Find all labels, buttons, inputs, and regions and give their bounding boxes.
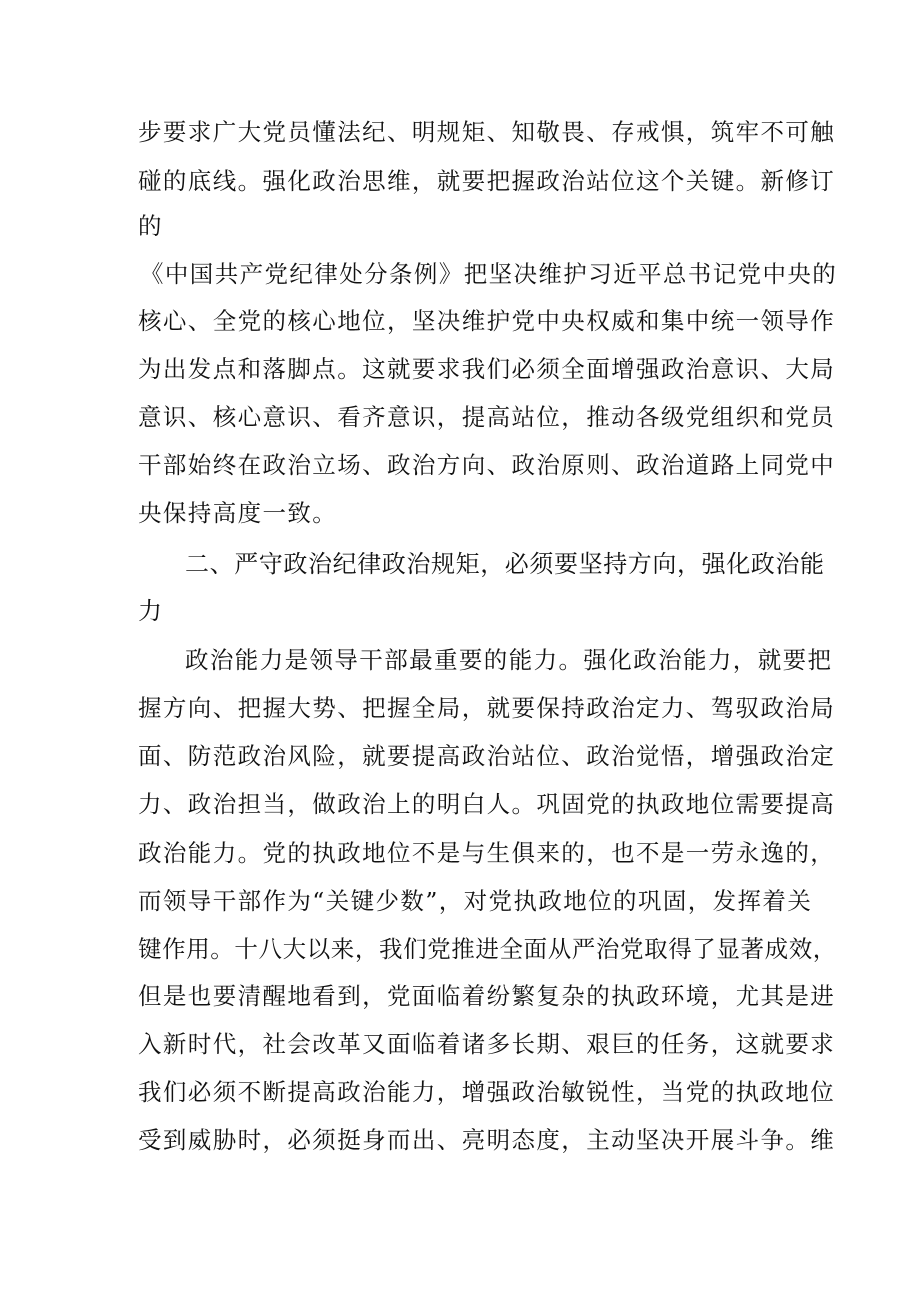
section-heading-line: 二、严守政治纪律政治规矩，必须要坚持方向，强化政治能 bbox=[185, 550, 825, 578]
paragraph-2-line: 但是也要清醒地看到，党面临着纷繁复杂的执政环境，尤其是进 bbox=[138, 982, 836, 1010]
paragraph-1-line: 核心、全党的核心地位，坚决维护党中央权威和集中统一领导作 bbox=[138, 307, 836, 335]
paragraph-2-line: 握方向、把握大势、把握全局，就要保持政治定力、驾驭政治局 bbox=[138, 694, 836, 722]
paragraph-2-line: 政治能力是领导干部最重要的能力。强化政治能力，就要把 bbox=[185, 646, 833, 674]
section-heading-line: 力 bbox=[138, 597, 163, 625]
paragraph-1-line: 步要求广大党员懂法纪、明规矩、知敬畏、存戒惧，筑牢不可触 bbox=[138, 118, 836, 146]
paragraph-1-line: 干部始终在政治立场、政治方向、政治原则、政治道路上同党中 bbox=[138, 451, 836, 479]
paragraph-2-line: 我们必须不断提高政治能力，增强政治敏锐性，当党的执政地位 bbox=[138, 1078, 836, 1106]
paragraph-2-line: 受到威胁时，必须挺身而出、亮明态度，主动坚决开展斗争。维 bbox=[138, 1126, 836, 1154]
paragraph-2-line: 入新时代，社会改革又面临着诸多长期、艰巨的任务，这就要求 bbox=[138, 1030, 836, 1058]
paragraph-1-line: 碰的底线。强化政治思维，就要把握政治站位这个关键。新修订 bbox=[138, 167, 836, 195]
paragraph-1-line: 为出发点和落脚点。这就要求我们必须全面增强政治意识、大局 bbox=[138, 355, 836, 383]
paragraph-1-line: 意识、核心意识、看齐意识，提高站位，推动各级党组织和党员 bbox=[138, 403, 836, 431]
paragraph-2-line: 政治能力。党的执政地位不是与生俱来的，也不是一劳永逸的， bbox=[138, 839, 836, 867]
paragraph-2-line: 力、政治担当，做政治上的明白人。巩固党的执政地位需要提高 bbox=[138, 790, 836, 818]
paragraph-2-line: 而领导干部作为“关键少数”，对党执政地位的巩固，发挥着关 bbox=[138, 887, 813, 915]
paragraph-1-line: 《中国共产党纪律处分条例》把坚决维护习近平总书记党中央的 bbox=[140, 260, 838, 288]
paragraph-2-line: 键作用。十八大以来，我们党推进全面从严治党取得了显著成效， bbox=[138, 935, 837, 963]
paragraph-1-line: 的 bbox=[138, 212, 163, 240]
paragraph-2-line: 面、防范政治风险，就要提高政治站位、政治觉悟，增强政治定 bbox=[138, 742, 836, 770]
paragraph-1-line: 央保持高度一致。 bbox=[138, 499, 338, 527]
